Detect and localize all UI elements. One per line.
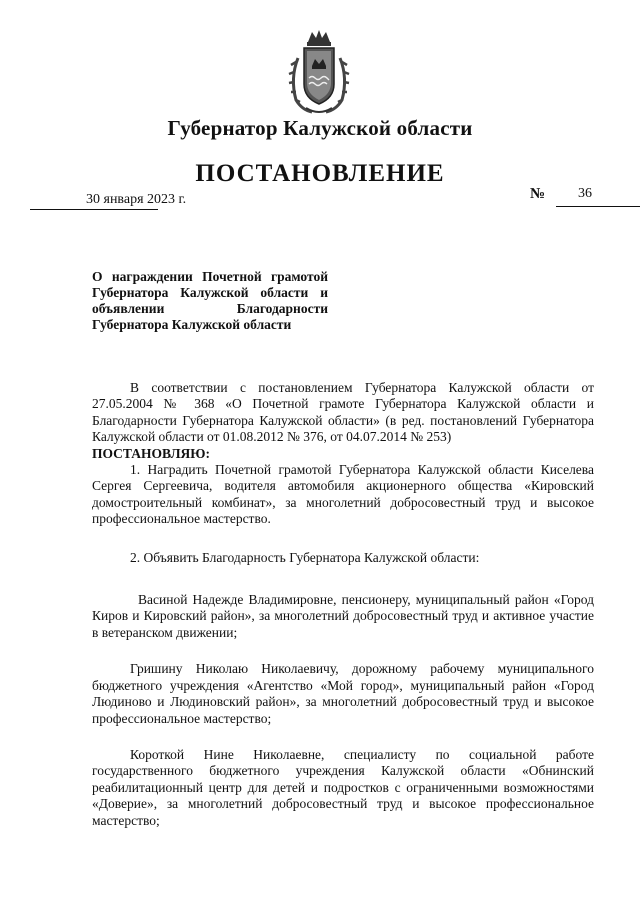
item-2-paragraph: 2. Объявить Благодарность Губернатора Калужской области:: [130, 549, 480, 565]
number-sign: №: [530, 186, 546, 202]
item-1-paragraph: 1. Наградить Почетной грамотой Губернатора Калужской области Киселева Сергея Сергеевича, водителя автомобиля акционерного общества «Кировский домостроительный комбинат», за многолетний добросовестный труд и высокое профессиональное мастерство.: [92, 462, 594, 527]
recipient-paragraph: Короткой Нине Николаевне, специалисту по социальной работе государственного бюджетного учреждения Калужской области «Обнинский реабилитационный центр для детей и подростков с ограниченными возможностями «Доверие», за многолетний добросовестный труд и высокое профессиональное мастерство;: [92, 746, 594, 828]
document-number: 36: [578, 186, 592, 201]
document-date: 30 января 2023 г.: [86, 192, 187, 207]
recipient-paragraph: Гришину Николаю Николаевичу, дорожному рабочему муниципального бюджетного учреждения «Агентство «Мой город», муниципальный район «Город Людиново и Людиновский район», за многолетний добросовестный труд и высокое профессиональное мастерство;: [92, 661, 594, 726]
document-number-line: [530, 186, 592, 203]
number-underline: [556, 206, 640, 207]
issuing-authority: Губернатор Калужской области: [167, 116, 473, 140]
recipient-paragraph: Васиной Надежде Владимировне, пенсионеру, муниципальный район «Город Киров и Кировский район», за многолетний добросовестный труд и активное участие в ветеранском движении;: [92, 592, 594, 640]
decree-word: ПОСТАНОВЛЯЮ:: [92, 445, 210, 461]
document-subject: О награждении Почетной грамотой Губернатора Калужской области и объявлении Благодарности Губернатора Калужской области: [92, 269, 328, 332]
document-body: [92, 380, 594, 829]
coat-of-arms-icon: [288, 28, 350, 116]
document-date-line: [30, 192, 187, 208]
date-underline: [30, 209, 158, 210]
preamble-paragraph: В соответствии с постановлением Губернатора Калужской области от 27.05.2004 № 368 «О Почетной грамоте Губернатора Калужской области и Благодарности Губернатора Калужской области» (в ред. постановлений Губернатора Калужской области от 01.08.2012 № 376, от 04.07.2014 № 253): [92, 380, 594, 445]
document-type: ПОСТАНОВЛЕНИЕ: [195, 160, 445, 187]
